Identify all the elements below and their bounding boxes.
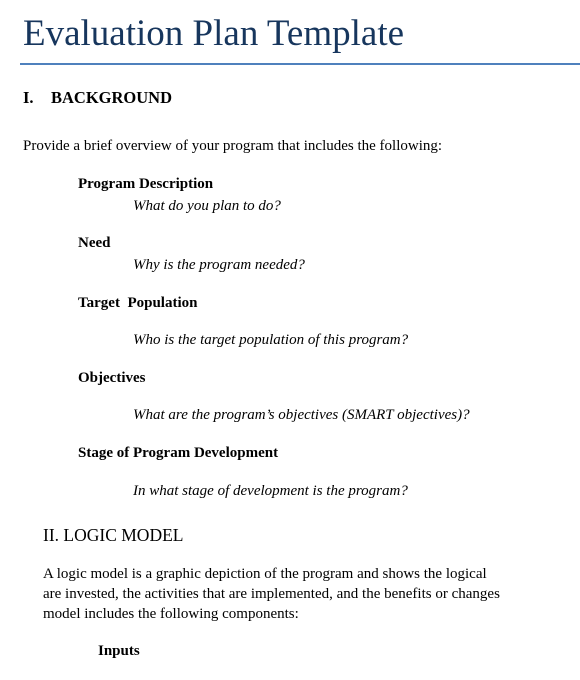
- logic-model-paragraph-line-3: model includes the following components:: [43, 606, 299, 622]
- item-question-program-description: What do you plan to do?: [133, 198, 281, 214]
- item-label-objectives: Objectives: [78, 370, 146, 386]
- item-label-stage-of-development: Stage of Program Development: [78, 445, 279, 461]
- item-question-stage-of-development: In what stage of development is the program?: [133, 483, 408, 499]
- section-title: BACKGROUND: [51, 88, 173, 107]
- section-heading-logic-model: II. LOGIC MODEL: [43, 525, 184, 545]
- item-question-objectives: What are the program’s objectives (SMART objectives)?: [133, 407, 470, 423]
- component-label-inputs: Inputs: [98, 643, 140, 659]
- logic-model-paragraph-line-2: are invested, the activities that are implemented, and the benefits or changes: [43, 586, 500, 602]
- item-label-target-population: Target Population: [78, 295, 198, 311]
- background-intro: Provide a brief overview of your program that includes the following:: [23, 138, 443, 154]
- item-question-target-population: Who is the target population of this program?: [133, 332, 409, 348]
- logic-model-paragraph-line-1: A logic model is a graphic depiction of the program and shows the logical: [43, 566, 487, 582]
- item-label-program-description: Program Description: [78, 176, 214, 192]
- section-heading-background: [23, 89, 172, 107]
- title-underline-rule: [20, 63, 580, 65]
- item-label-need: Need: [78, 235, 111, 251]
- item-question-need: Why is the program needed?: [133, 257, 305, 273]
- document-title: Evaluation Plan Template: [23, 13, 405, 54]
- section-number: I.: [23, 88, 34, 107]
